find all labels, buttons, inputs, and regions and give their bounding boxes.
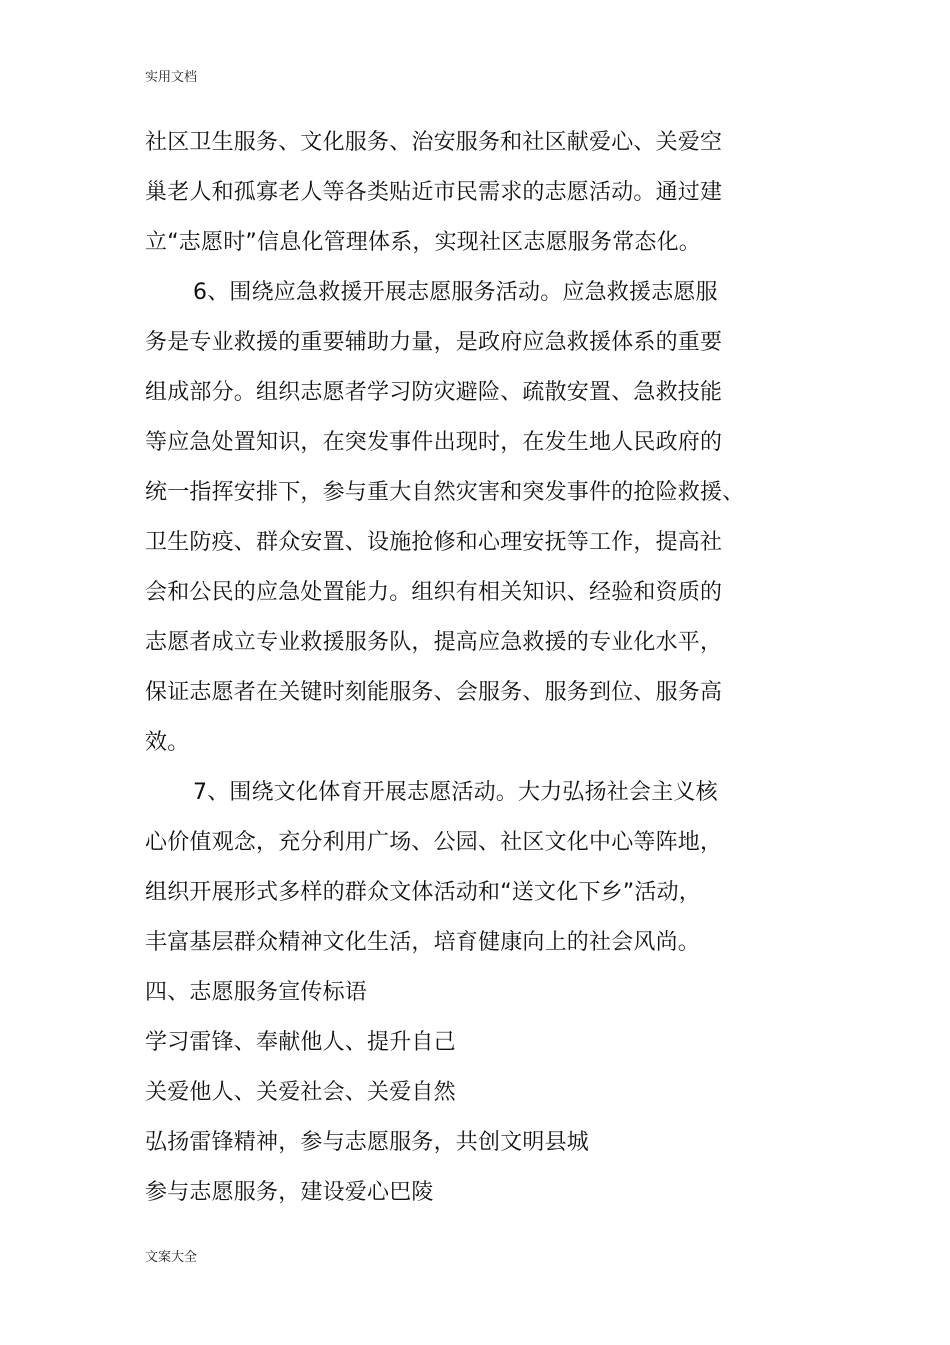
text-line: 务是专业救援的重要辅助力量，是政府应急救援体系的重要: [145, 330, 723, 355]
text-line: 心价值观念，充分利用广场、公园、社区文化中心等阵地，: [145, 830, 723, 855]
section-6-first-line: 6、围绕应急救援开展志愿服务活动。应急救援志愿服: [193, 280, 718, 305]
text-line: 统一指挥安排下，参与重大自然灾害和突发事件的抢险救援、: [145, 480, 745, 505]
text-line: 效。: [145, 730, 190, 755]
text-line: 卫生防疫、群众安置、设施抢修和心理安抚等工作，提高社: [145, 530, 723, 555]
document-body: [145, 118, 765, 1218]
text-line: 志愿者成立专业救援服务队，提高应急救援的专业化水平，: [145, 630, 723, 655]
text-line: 丰富基层群众精神文化生活，培育健康向上的社会风尚。: [145, 930, 701, 955]
slogan-line: 关爱他人、关爱社会、关爱自然: [145, 1080, 456, 1105]
section-7-first-line: 7、围绕文化体育开展志愿活动。大力弘扬社会主义核: [193, 780, 718, 805]
text-line: 组织开展形式多样的群众文体活动和“送文化下乡”活动，: [145, 880, 701, 905]
page-header-label: 实用文档: [145, 70, 198, 85]
text-line: 组成部分。组织志愿者学习防灾避险、疏散安置、急救技能: [145, 380, 723, 405]
text-line: 立“志愿时”信息化管理体系，实现社区志愿服务常态化。: [145, 230, 701, 255]
text-line: 巢老人和孤寡老人等各类贴近市民需求的志愿活动。通过建: [145, 180, 723, 205]
page-footer-label: 文案大全: [145, 1250, 198, 1265]
section-heading: 四、志愿服务宣传标语: [145, 980, 368, 1005]
slogan-line: 参与志愿服务，建设爱心巴陵: [145, 1180, 434, 1205]
text-line: 社区卫生服务、文化服务、治安服务和社区献爱心、关爱空: [145, 130, 723, 155]
slogan-line: 学习雷锋、奉献他人、提升自己: [145, 1030, 456, 1055]
text-line: 会和公民的应急处置能力。组织有相关知识、经验和资质的: [145, 580, 723, 605]
text-line: 保证志愿者在关键时刻能服务、会服务、服务到位、服务高: [145, 680, 723, 705]
text-line: 等应急处置知识，在突发事件出现时，在发生地人民政府的: [145, 430, 723, 455]
slogan-line: 弘扬雷锋精神，参与志愿服务，共创文明县城: [145, 1130, 590, 1155]
